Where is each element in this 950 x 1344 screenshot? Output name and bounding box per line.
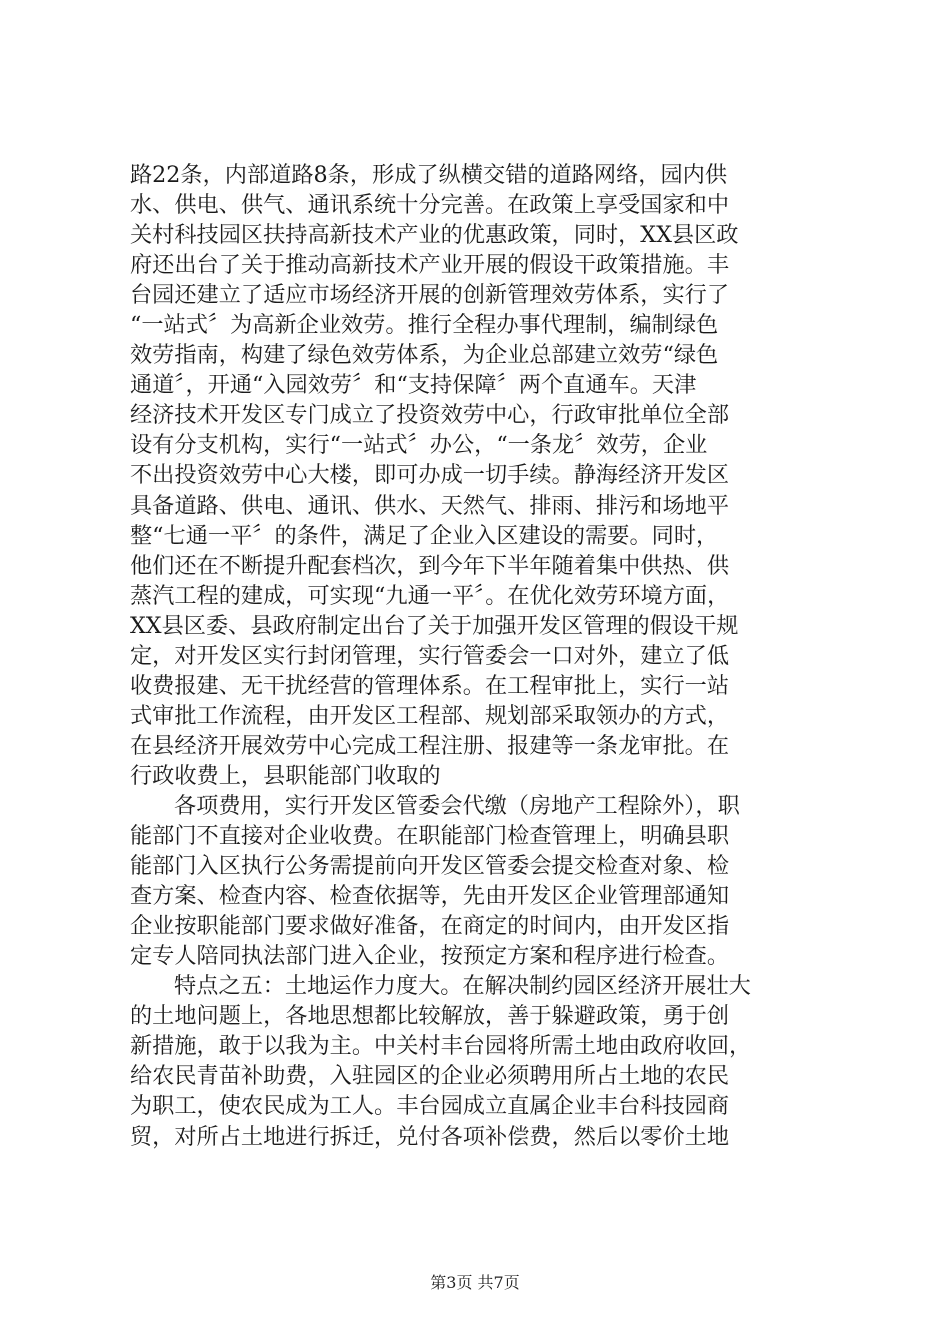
text-line: 效劳指南，构建了绿色效劳体系，为企业总部建立效劳“绿色	[130, 342, 719, 369]
text-line: 不出投资效劳中心大楼，即可办成一切手续。静海经济开发区	[130, 462, 730, 489]
text-line: 设有分支机构，实行“一站式〞办公，“一条龙〞效劳，企业	[130, 432, 708, 459]
text-line: 为职工，使农民成为工人。丰台园成立直属企业丰台科技园商	[130, 1093, 730, 1120]
text-line: 整“七通一平〞的条件，满足了企业入区建设的需要。同时，	[130, 522, 719, 549]
text-line: 能部门入区执行公务需提前向开发区管委会提交检查对象、检	[130, 853, 730, 880]
text-line: 蒸汽工程的建成，可实现“九通一平〞。在优化效劳环境方面，	[130, 582, 730, 609]
text-line: 查方案、检查内容、检查依据等，先由开发区企业管理部通知	[130, 883, 730, 910]
text-line: 收费报建、无干扰经营的管理体系。在工程审批上，实行一站	[130, 672, 730, 699]
text-line: 特点之五：土地运作力度大。在解决制约园区经济开展壮大	[174, 973, 751, 1000]
paragraph	[130, 971, 830, 1151]
body-text	[130, 160, 830, 1152]
text-line: XX县区委、县政府制定出台了关于加强开发区管理的假设干规	[130, 612, 739, 639]
text-line: 路22条，内部道路8条，形成了纵横交错的道路网络，园内供	[130, 162, 728, 188]
text-line: 贸，对所占土地进行拆迁，兑付各项补偿费，然后以零价土地	[130, 1123, 730, 1150]
text-line: 定，对开发区实行封闭管理，实行管委会一口对外，建立了低	[130, 642, 730, 669]
text-line: “一站式〞为高新企业效劳。推行全程办事代理制，编制绿色	[130, 312, 719, 339]
paragraph	[130, 160, 830, 791]
text-line: 他们还在不断提升配套档次，到今年下半年随着集中供热、供	[130, 552, 730, 579]
text-line: 定专人陪同执法部门进入企业，按预定方案和程序进行检查。	[130, 943, 730, 970]
text-line: 具备道路、供电、通讯、供水、天然气、排雨、排污和场地平	[130, 492, 730, 519]
text-line: 式审批工作流程，由开发区工程部、规划部采取领办的方式，	[130, 702, 730, 729]
text-line: 水、供电、供气、通讯系统十分完善。在政策上享受国家和中	[130, 192, 730, 219]
text-line: 府还出台了关于推动高新技术产业开展的假设干政策措施。丰	[130, 252, 730, 279]
page-footer: 第3页 共7页	[430, 1273, 520, 1292]
text-line: 各项费用，实行开发区管委会代缴（房地产工程除外），职	[174, 792, 740, 819]
text-line: 能部门不直接对企业收费。在职能部门检查管理上，明确县职	[130, 823, 730, 850]
text-line: 的土地问题上，各地思想都比较解放，善于躲避政策，勇于创	[130, 1003, 730, 1030]
paragraph	[130, 791, 830, 971]
text-line: 给农民青苗补助费，入驻园区的企业必须聘用所占土地的农民	[130, 1063, 730, 1090]
text-line: 经济技术开发区专门成立了投资效劳中心，行政审批单位全部	[130, 402, 730, 429]
text-line: 通道〞，开通“入园效劳〞和“支持保障〞两个直通车。天津	[130, 372, 697, 399]
text-line: 关村科技园区扶持高新技术产业的优惠政策，同时，XX县区政	[130, 222, 739, 249]
text-line: 企业按职能部门要求做好准备，在商定的时间内，由开发区指	[130, 913, 730, 940]
text-line: 新措施，敢于以我为主。中关村丰台园将所需土地由政府收回，	[130, 1033, 752, 1060]
text-line: 行政收费上，县职能部门收取的	[130, 762, 441, 789]
text-line: 台园还建立了适应市场经济开展的创新管理效劳体系，实行了	[130, 282, 730, 309]
text-line: 在县经济开展效劳中心完成工程注册、报建等一条龙审批。在	[130, 732, 730, 759]
